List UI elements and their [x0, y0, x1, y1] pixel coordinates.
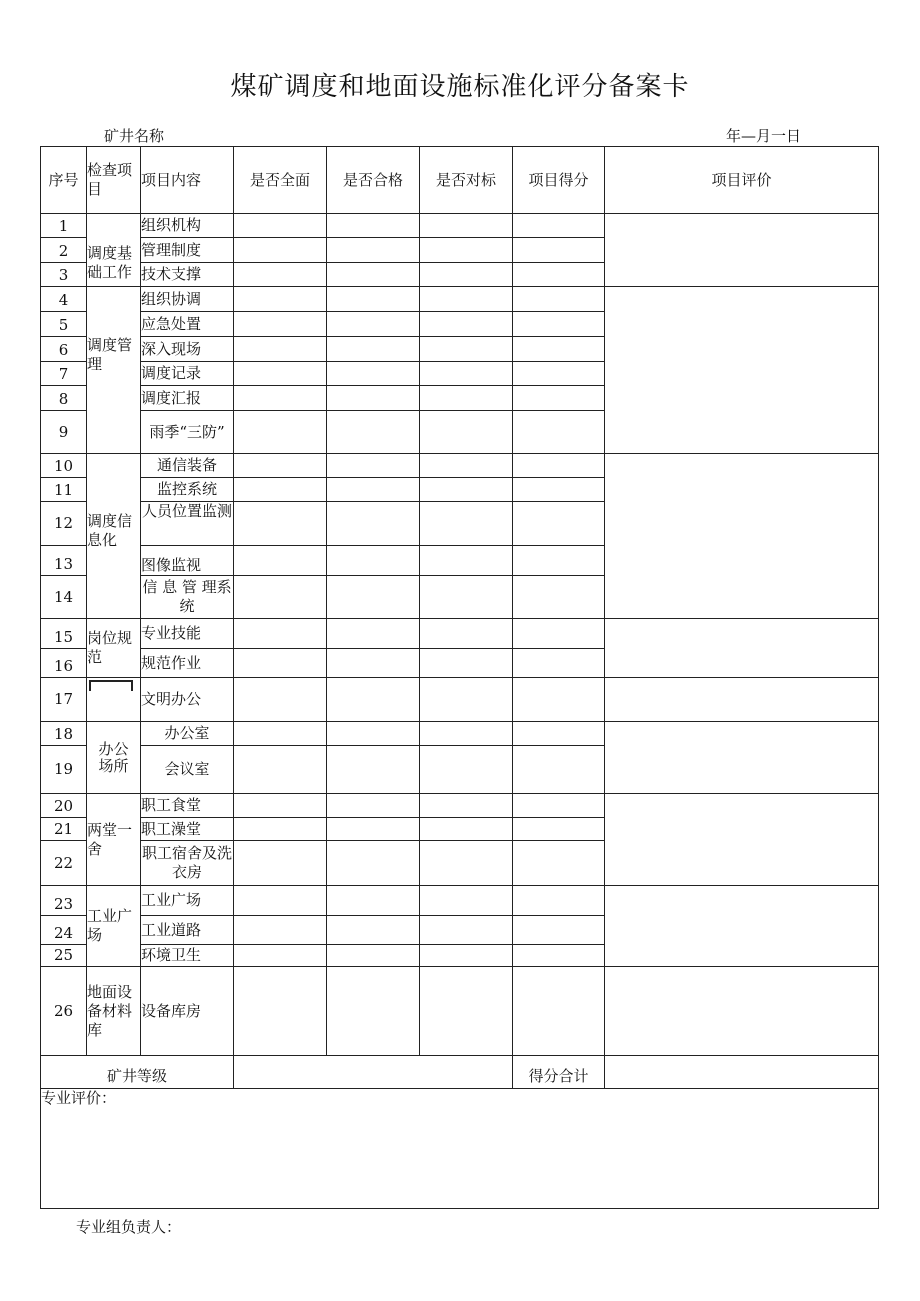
cell-evaluation[interactable] — [605, 722, 879, 794]
cell-score[interactable] — [513, 678, 605, 722]
cell-evaluation[interactable] — [605, 454, 879, 619]
cell-benchmark[interactable] — [420, 916, 513, 945]
row-number: 24 — [41, 916, 87, 945]
row-number: 2 — [41, 238, 87, 263]
cell-complete[interactable] — [234, 386, 327, 411]
cell-qualified[interactable] — [327, 722, 420, 746]
row-number: 13 — [41, 546, 87, 576]
row-number: 23 — [41, 886, 87, 916]
cell-qualified[interactable] — [327, 818, 420, 841]
cell-complete[interactable] — [234, 722, 327, 746]
table-row — [41, 794, 879, 818]
row-item: 环境卫生 — [141, 945, 234, 967]
cell-qualified[interactable] — [327, 678, 420, 722]
row-number: 10 — [41, 454, 87, 478]
cell-benchmark[interactable] — [420, 386, 513, 411]
cell-score[interactable] — [513, 722, 605, 746]
row-item: 文明办公 — [141, 678, 234, 722]
row-item: 图像监视 — [141, 546, 234, 576]
cell-benchmark[interactable] — [420, 678, 513, 722]
row-number: 22 — [41, 841, 87, 886]
cell-benchmark[interactable] — [420, 746, 513, 794]
cell-complete[interactable] — [234, 886, 327, 916]
cell-score[interactable] — [513, 576, 605, 619]
group-label: 两堂一舍 — [87, 794, 141, 886]
cell-complete[interactable] — [234, 678, 327, 722]
table-row — [41, 214, 879, 238]
header-complete: 是否全面 — [234, 147, 327, 214]
row-item: 调度汇报 — [141, 386, 234, 411]
cell-complete[interactable] — [234, 916, 327, 945]
cell-qualified[interactable] — [327, 263, 420, 287]
cell-qualified[interactable] — [327, 746, 420, 794]
professional-eval-label[interactable]: 专业评价： — [41, 1089, 879, 1209]
row-number: 11 — [41, 478, 87, 502]
row-number: 12 — [41, 502, 87, 546]
cell-score[interactable] — [513, 649, 605, 678]
row-item: 管理制度 — [141, 238, 234, 263]
table-row — [41, 722, 879, 746]
cell-score[interactable] — [513, 546, 605, 576]
group-bracket — [87, 678, 141, 722]
cell-benchmark[interactable] — [420, 619, 513, 649]
group-label: 调度管理 — [87, 287, 141, 454]
row-number: 1 — [41, 214, 87, 238]
row-item: 技术支撑 — [141, 263, 234, 287]
cell-benchmark[interactable] — [420, 214, 513, 238]
cell-benchmark[interactable] — [420, 794, 513, 818]
row-item: 雨季“三防” — [141, 411, 234, 454]
table-row — [41, 678, 879, 722]
cell-evaluation[interactable] — [605, 967, 879, 1056]
cell-qualified[interactable] — [327, 794, 420, 818]
header-row — [41, 147, 879, 214]
cell-evaluation[interactable] — [605, 214, 879, 287]
row-number: 20 — [41, 794, 87, 818]
cell-qualified[interactable] — [327, 886, 420, 916]
header-evaluation: 项目评价 — [605, 147, 879, 214]
group-label: 办公场所 — [87, 722, 141, 794]
row-number: 14 — [41, 576, 87, 619]
cell-complete[interactable] — [234, 454, 327, 478]
cell-complete[interactable] — [234, 818, 327, 841]
cell-benchmark[interactable] — [420, 546, 513, 576]
cell-qualified[interactable] — [327, 214, 420, 238]
header-qualified: 是否合格 — [327, 147, 420, 214]
header-check-item: 检查项目 — [87, 147, 141, 214]
table-row — [41, 967, 879, 1056]
group-label: 工业广场 — [87, 886, 141, 967]
row-item: 深入现场 — [141, 337, 234, 362]
cell-score[interactable] — [513, 916, 605, 945]
cell-complete[interactable] — [234, 546, 327, 576]
row-item: 工业道路 — [141, 916, 234, 945]
row-item: 人员位置监测 — [141, 502, 234, 546]
row-number: 7 — [41, 362, 87, 386]
cell-benchmark[interactable] — [420, 287, 513, 312]
row-item: 规范作业 — [141, 649, 234, 678]
cell-benchmark[interactable] — [420, 967, 513, 1056]
team-leader-label: 专业组负责人： — [76, 1218, 182, 1236]
row-item: 职工宿舍及洗衣房 — [141, 841, 234, 886]
cell-evaluation[interactable] — [605, 287, 879, 454]
professional-eval-row — [41, 1089, 879, 1209]
row-number: 21 — [41, 818, 87, 841]
cell-score[interactable] — [513, 411, 605, 454]
row-item: 调度记录 — [141, 362, 234, 386]
cell-score[interactable] — [513, 818, 605, 841]
cell-benchmark[interactable] — [420, 478, 513, 502]
cell-score[interactable] — [513, 478, 605, 502]
cell-score[interactable] — [513, 263, 605, 287]
cell-benchmark[interactable] — [420, 722, 513, 746]
cell-score[interactable] — [513, 238, 605, 263]
cell-qualified[interactable] — [327, 649, 420, 678]
cell-benchmark[interactable] — [420, 841, 513, 886]
cell-benchmark[interactable] — [420, 502, 513, 546]
cell-evaluation[interactable] — [605, 886, 879, 967]
cell-complete[interactable] — [234, 287, 327, 312]
cell-qualified[interactable] — [327, 386, 420, 411]
cell-complete[interactable] — [234, 238, 327, 263]
cell-qualified[interactable] — [327, 454, 420, 478]
bracket-mark — [89, 680, 133, 691]
cell-benchmark[interactable] — [420, 312, 513, 337]
header-content: 项目内容 — [141, 147, 234, 214]
cell-complete[interactable] — [234, 312, 327, 337]
cell-complete[interactable] — [234, 214, 327, 238]
cell-score[interactable] — [513, 337, 605, 362]
cell-qualified[interactable] — [327, 337, 420, 362]
header-seq: 序号 — [41, 147, 87, 214]
row-number: 17 — [41, 678, 87, 722]
cell-score[interactable] — [513, 214, 605, 238]
cell-score[interactable] — [513, 886, 605, 916]
row-item: 应急处置 — [141, 312, 234, 337]
cell-qualified[interactable] — [327, 619, 420, 649]
row-number: 8 — [41, 386, 87, 411]
cell-score[interactable] — [513, 312, 605, 337]
cell-complete[interactable] — [234, 337, 327, 362]
cell-complete[interactable] — [234, 794, 327, 818]
mine-grade-label: 矿井等级 — [41, 1056, 234, 1089]
cell-complete[interactable] — [234, 649, 327, 678]
total-score-label: 得分合计 — [513, 1056, 605, 1089]
cell-qualified[interactable] — [327, 502, 420, 546]
cell-evaluation[interactable] — [605, 619, 879, 678]
cell-qualified[interactable] — [327, 967, 420, 1056]
cell-score[interactable] — [513, 619, 605, 649]
row-number: 6 — [41, 337, 87, 362]
cell-benchmark[interactable] — [420, 886, 513, 916]
group-label: 调度基础工作 — [87, 214, 141, 287]
page-title: 煤矿调度和地面设施标准化评分备案卡 — [230, 72, 690, 102]
cell-score[interactable] — [513, 454, 605, 478]
row-item: 组织机构 — [141, 214, 234, 238]
mine-grade-value[interactable] — [234, 1056, 513, 1089]
row-item: 通信装备 — [141, 454, 234, 478]
cell-qualified[interactable] — [327, 312, 420, 337]
cell-complete[interactable] — [234, 841, 327, 886]
row-number: 25 — [41, 945, 87, 967]
cell-benchmark[interactable] — [420, 411, 513, 454]
row-item: 组织协调 — [141, 287, 234, 312]
row-number: 19 — [41, 746, 87, 794]
row-number: 16 — [41, 649, 87, 678]
cell-benchmark[interactable] — [420, 576, 513, 619]
cell-benchmark[interactable] — [420, 945, 513, 967]
group-label: 地面设备材料库 — [87, 967, 141, 1056]
cell-score[interactable] — [513, 945, 605, 967]
cell-complete[interactable] — [234, 746, 327, 794]
row-item: 职工食堂 — [141, 794, 234, 818]
cell-complete[interactable] — [234, 619, 327, 649]
cell-qualified[interactable] — [327, 916, 420, 945]
cell-score[interactable] — [513, 746, 605, 794]
cell-benchmark[interactable] — [420, 263, 513, 287]
row-item: 信 息 管 理系统 — [141, 576, 234, 619]
cell-complete[interactable] — [234, 411, 327, 454]
cell-qualified[interactable] — [327, 576, 420, 619]
row-number: 15 — [41, 619, 87, 649]
table-row — [41, 287, 879, 312]
group-label: 调度信息化 — [87, 454, 141, 619]
cell-score[interactable] — [513, 502, 605, 546]
cell-benchmark[interactable] — [420, 454, 513, 478]
cell-evaluation[interactable] — [605, 678, 879, 722]
cell-score[interactable] — [513, 362, 605, 386]
cell-score[interactable] — [513, 386, 605, 411]
group-label: 岗位规范 — [87, 619, 141, 678]
row-number: 4 — [41, 287, 87, 312]
score-card-table — [40, 146, 879, 1209]
cell-benchmark[interactable] — [420, 818, 513, 841]
header-score: 项目得分 — [513, 147, 605, 214]
cell-complete[interactable] — [234, 945, 327, 967]
row-number: 18 — [41, 722, 87, 746]
cell-qualified[interactable] — [327, 238, 420, 263]
row-item: 监控系统 — [141, 478, 234, 502]
cell-complete[interactable] — [234, 263, 327, 287]
cell-complete[interactable] — [234, 502, 327, 546]
row-number: 26 — [41, 967, 87, 1056]
row-item: 职工澡堂 — [141, 818, 234, 841]
mine-name-label: 矿井名称 — [104, 127, 165, 145]
row-item: 会议室 — [141, 746, 234, 794]
cell-score[interactable] — [513, 287, 605, 312]
row-item: 办公室 — [141, 722, 234, 746]
cell-score[interactable] — [513, 967, 605, 1056]
row-item: 专业技能 — [141, 619, 234, 649]
cell-qualified[interactable] — [327, 362, 420, 386]
cell-score[interactable] — [513, 794, 605, 818]
row-number: 9 — [41, 411, 87, 454]
cell-benchmark[interactable] — [420, 238, 513, 263]
cell-complete[interactable] — [234, 967, 327, 1056]
summary-row — [41, 1056, 879, 1089]
cell-complete[interactable] — [234, 478, 327, 502]
cell-complete[interactable] — [234, 362, 327, 386]
cell-evaluation[interactable] — [605, 794, 879, 886]
table-row — [41, 619, 879, 649]
cell-qualified[interactable] — [327, 945, 420, 967]
cell-qualified[interactable] — [327, 546, 420, 576]
cell-score[interactable] — [513, 841, 605, 886]
cell-complete[interactable] — [234, 576, 327, 619]
cell-benchmark[interactable] — [420, 337, 513, 362]
row-item: 工业广场 — [141, 886, 234, 916]
cell-qualified[interactable] — [327, 287, 420, 312]
total-score-value[interactable] — [605, 1056, 879, 1089]
date-label: 年—月一日 — [726, 127, 802, 145]
table-row — [41, 886, 879, 916]
table-row — [41, 454, 879, 478]
cell-qualified[interactable] — [327, 478, 420, 502]
cell-benchmark[interactable] — [420, 649, 513, 678]
row-number: 5 — [41, 312, 87, 337]
row-number: 3 — [41, 263, 87, 287]
header-benchmark: 是否对标 — [420, 147, 513, 214]
cell-qualified[interactable] — [327, 841, 420, 886]
cell-qualified[interactable] — [327, 411, 420, 454]
cell-benchmark[interactable] — [420, 362, 513, 386]
row-item: 设备库房 — [141, 967, 234, 1056]
